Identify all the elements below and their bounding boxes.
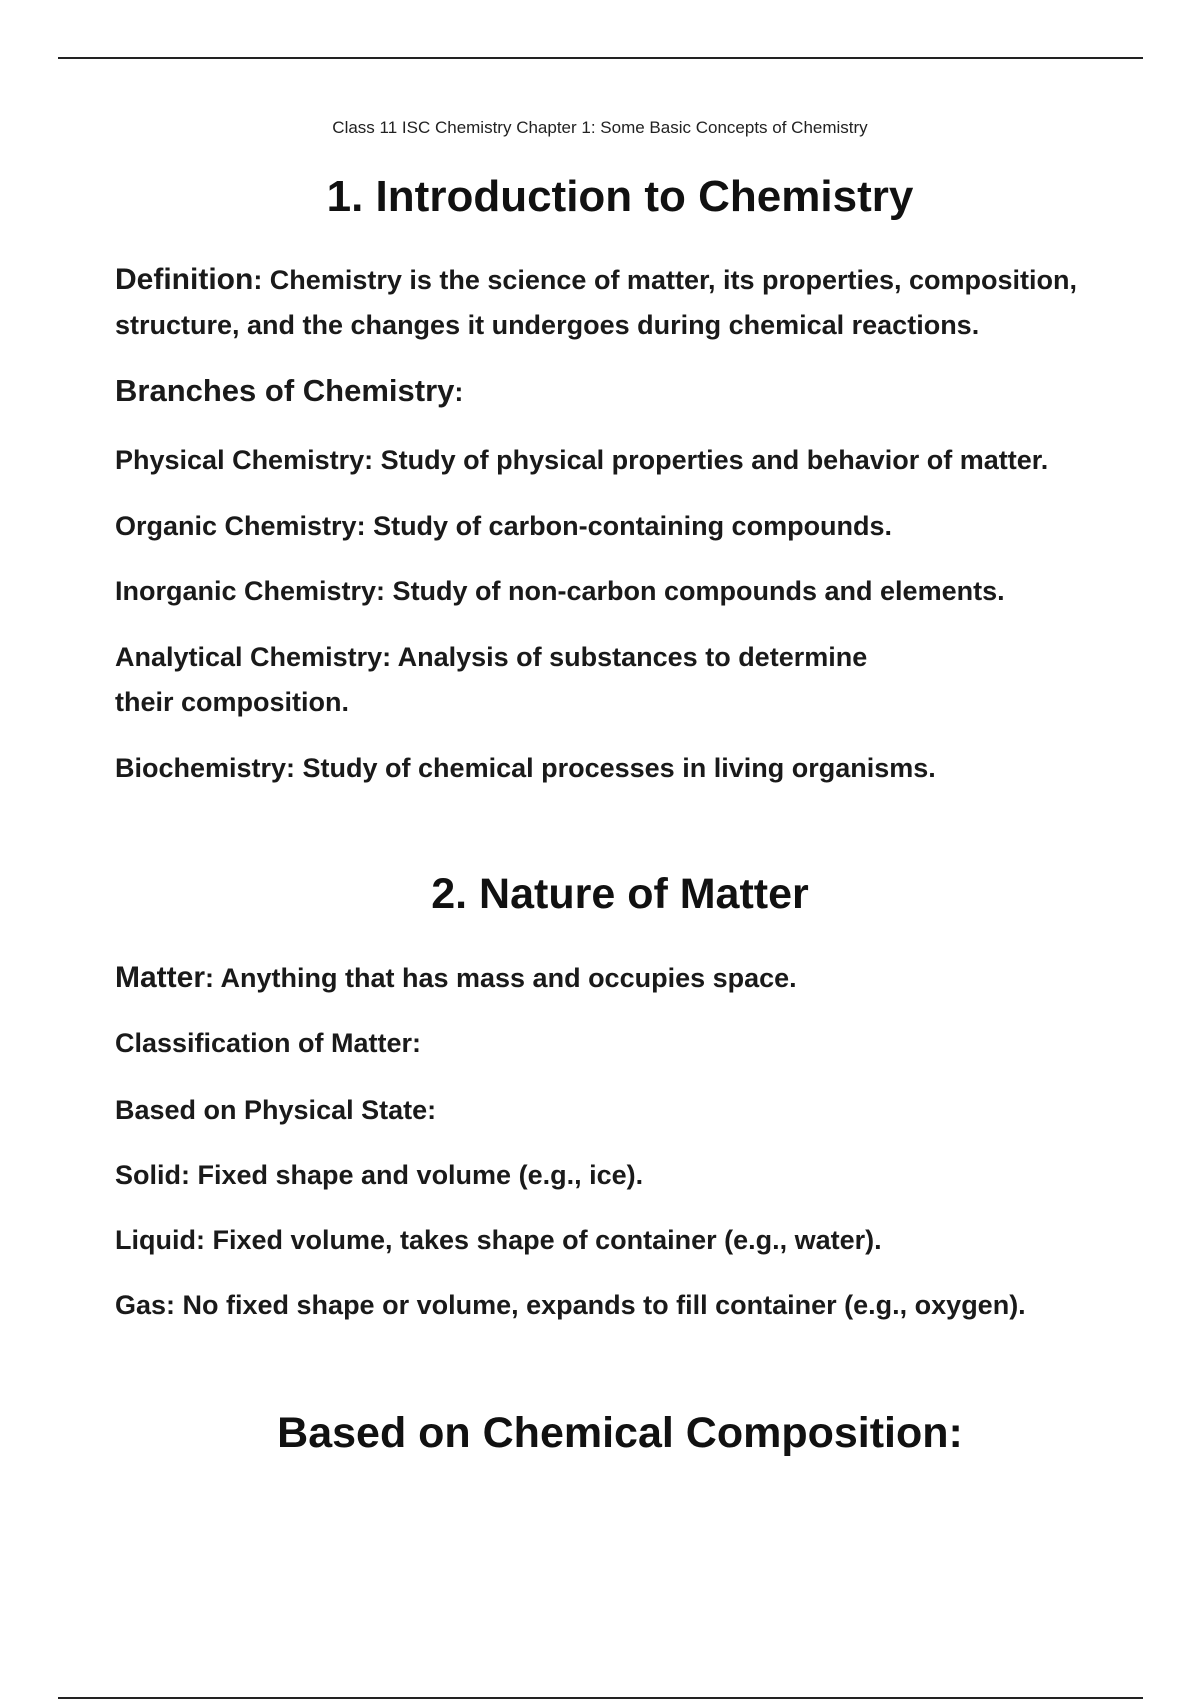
- matter-text: : Anything that has mass and occupies space.: [205, 963, 797, 993]
- branch-item-organic: Organic Chemistry: Study of carbon-containing compounds.: [115, 511, 893, 541]
- section-1-title: 1. Introduction to Chemistry: [326, 172, 914, 221]
- definition-paragraph: [115, 257, 1125, 348]
- state-item-solid: Solid: Fixed shape and volume (e.g., ice).: [115, 1160, 644, 1190]
- branches-heading-label: Branches of Chemistry: [115, 373, 455, 408]
- bottom-rule: [58, 1697, 1143, 1699]
- branch-item-biochemistry: Biochemistry: Study of chemical processes in living organisms.: [115, 753, 936, 783]
- branch-item-physical: Physical Chemistry: Study of physical properties and behavior of matter.: [115, 445, 1049, 475]
- classification-heading: Classification of Matter:: [115, 1028, 422, 1058]
- matter-term: Matter: [115, 961, 206, 994]
- definition-text: : Chemistry is the science of matter, its properties, composition, structure, and the changes it undergoes during chemical reactions.: [115, 265, 1078, 340]
- matter-paragraph: [115, 955, 1125, 1001]
- section-3-title: Based on Chemical Composition:: [277, 1409, 963, 1457]
- section-2-title: 2. Nature of Matter: [431, 870, 809, 918]
- state-item-liquid: Liquid: Fixed volume, takes shape of container (e.g., water).: [115, 1225, 882, 1255]
- branch-item-inorganic: Inorganic Chemistry: Study of non-carbon compounds and elements.: [115, 576, 1005, 606]
- branches-heading: [115, 368, 1125, 415]
- branch-item-analytical: Analytical Chemistry: Analysis of substances to determine their composition.: [115, 642, 868, 717]
- state-item-gas: Gas: No fixed shape or volume, expands to fill container (e.g., oxygen).: [115, 1290, 1026, 1320]
- top-rule: [58, 57, 1143, 59]
- physical-state-heading: Based on Physical State:: [115, 1095, 437, 1125]
- branches-heading-colon: :: [454, 377, 464, 407]
- running-header: Class 11 ISC Chemistry Chapter 1: Some Basic Concepts of Chemistry: [332, 118, 868, 137]
- definition-term: Definition: [115, 263, 254, 296]
